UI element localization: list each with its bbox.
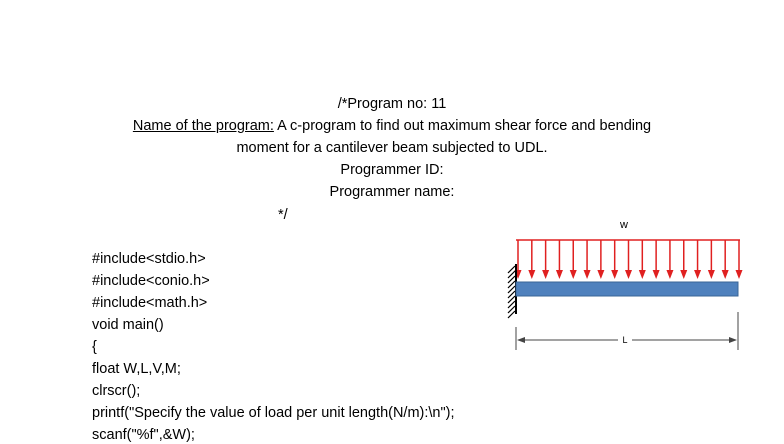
code-line: #include<math.h> bbox=[92, 295, 208, 311]
udl-arrow-head bbox=[708, 270, 715, 279]
udl-arrow-head bbox=[556, 270, 563, 279]
udl-arrow-head bbox=[542, 270, 549, 279]
cantilever-beam-diagram bbox=[496, 212, 746, 357]
program-name-continuation: moment for a cantilever beam subjected to UDL. bbox=[236, 140, 548, 156]
udl-arrow-head bbox=[584, 270, 591, 279]
span-arrowhead-left bbox=[517, 337, 525, 343]
code-line: printf("Specify the value of load per unit length(N/m):\n"); bbox=[92, 405, 455, 421]
program-name-line bbox=[0, 117, 784, 135]
beam bbox=[516, 282, 738, 296]
comment-end: */ bbox=[278, 207, 288, 223]
code-line: void main() bbox=[92, 317, 164, 333]
udl-arrow-head bbox=[597, 270, 604, 279]
fixed-support-hatching bbox=[508, 266, 515, 318]
program-name-text: A c-program to find out maximum shear force and bending bbox=[273, 118, 652, 134]
code-line: #include<conio.h> bbox=[92, 273, 210, 289]
udl-arrow-head bbox=[694, 270, 701, 279]
code-line: scanf("%f",&W); bbox=[92, 427, 195, 443]
udl-arrow-head bbox=[611, 270, 618, 279]
span-arrowhead-right bbox=[729, 337, 737, 343]
udl-arrow-head bbox=[722, 270, 729, 279]
program-name-label: Name of the program: bbox=[132, 118, 274, 134]
load-label: w bbox=[620, 219, 628, 231]
udl-arrow-head bbox=[680, 270, 687, 279]
udl-arrow-head bbox=[666, 270, 673, 279]
programmer-name: Programmer name: bbox=[329, 184, 455, 200]
udl-arrow-head bbox=[653, 270, 660, 279]
udl-arrow-head bbox=[528, 270, 535, 279]
udl-arrow-head bbox=[570, 270, 577, 279]
udl-arrow-head bbox=[625, 270, 632, 279]
udl-arrow-head bbox=[639, 270, 646, 279]
code-line: float W,L,V,M; bbox=[92, 361, 181, 377]
span-label: L bbox=[622, 335, 628, 345]
code-line: #include<stdio.h> bbox=[92, 251, 206, 267]
programmer-id: Programmer ID: bbox=[340, 162, 444, 178]
udl-arrows bbox=[515, 240, 743, 279]
udl-arrow-head bbox=[736, 270, 743, 279]
code-line: clrscr(); bbox=[92, 383, 141, 399]
program-number: /*Program no: 11 bbox=[337, 96, 447, 112]
code-line: { bbox=[92, 339, 97, 355]
